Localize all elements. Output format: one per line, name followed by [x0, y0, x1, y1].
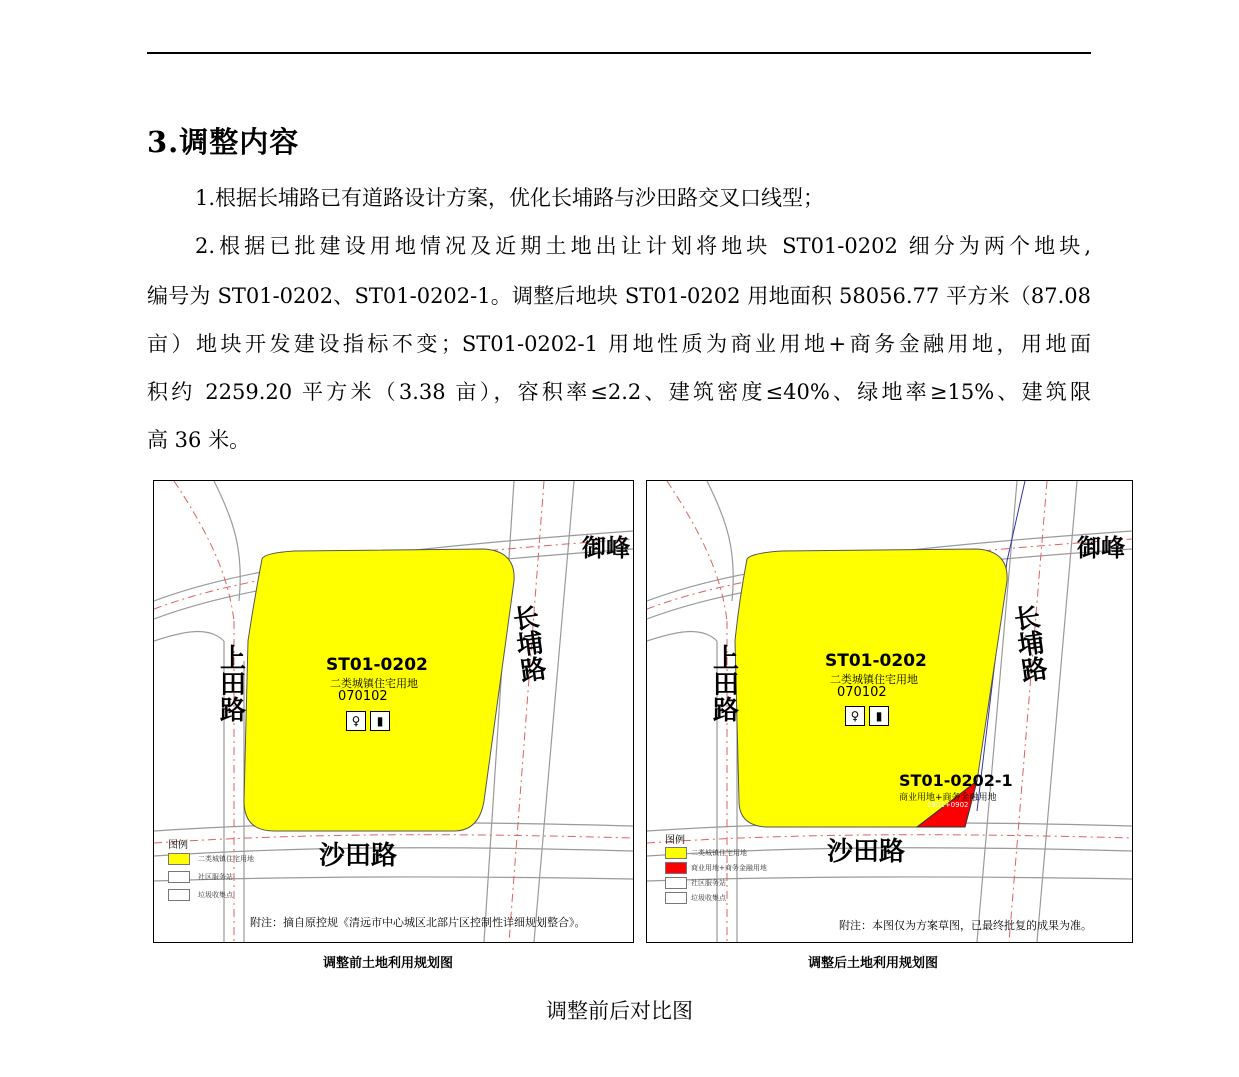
road-label-shatian: 沙田路	[319, 841, 398, 871]
paragraph-2-line-2: 编号为 ST01-0202、ST01-0202-1。调整后地块 ST01-0202 用地面积 58056.77 平方米（87.08	[147, 284, 1091, 308]
legend-swatch-residential	[665, 847, 687, 859]
map-before-caption: 调整前土地利用规划图	[323, 956, 454, 971]
parcel-use: 二类城镇住宅用地	[830, 673, 918, 686]
parcel-number: 070102	[338, 689, 388, 704]
map-after-caption: 调整后土地利用规划图	[808, 956, 939, 971]
road-label-yufeng: 御峰	[582, 534, 630, 562]
legend-swatch-residential	[168, 853, 190, 865]
paragraph-2-line-4: 积约 2259.20 平方米（3.38 亩），容积率≤2.2、建筑密度≤40%、绿地率≥15%、建筑限	[147, 380, 1091, 404]
header-rule	[147, 52, 1091, 54]
new-parcel-code: ST01-0202-1	[899, 771, 1013, 790]
road-label-changbu: 长埔路	[1012, 602, 1050, 688]
toilet-icon: ♀	[845, 706, 865, 726]
legend-swatch-commercial	[665, 862, 687, 874]
map-note: 附注：本图仅为方案草图，已最终批复的成果为准。	[839, 919, 1092, 932]
paragraph-1: 1.根据长埔路已有道路设计方案，优化长埔路与沙田路交叉口线型；	[195, 186, 825, 210]
legend-text-service: 社区服务站	[691, 879, 726, 887]
road-label-shangtian: 上田路	[219, 644, 246, 726]
parcel-code: ST01-0202	[825, 651, 927, 671]
parcel-number: 070102	[837, 685, 887, 700]
road-label-shatian: 沙田路	[827, 837, 906, 867]
legend-text-service: 社区服务站	[198, 873, 233, 881]
paragraph-2-line-3: 亩）地块开发建设指标不变；ST01-0202-1 用地性质为商业用地+商务金融用地，用地面	[147, 332, 1091, 356]
section-heading: 3.调整内容	[147, 125, 300, 159]
legend-text-waste: 垃圾收集点	[198, 891, 233, 899]
legend-swatch-service	[665, 877, 687, 889]
trash-icon: ▮	[370, 711, 390, 731]
trash-icon: ▮	[869, 706, 889, 726]
parcel-code: ST01-0202	[326, 655, 428, 675]
paragraph-2-line-1: 2.根据已批建设用地情况及近期土地出让计划将地块 ST01-0202 细分为两个地块,	[195, 234, 1091, 258]
legend-text-residential: 二类城镇住宅用地	[691, 849, 747, 857]
paragraph-2-line-5: 高 36 米。	[147, 428, 251, 452]
new-parcel-use: 商业用地+商务金融用地	[899, 793, 997, 803]
new-parcel-number: 0901+0902	[927, 801, 969, 809]
map-note: 附注：摘自原控规《清远市中心城区北部片区控制性详细规划整合》。	[250, 916, 586, 929]
legend-swatch-service	[168, 871, 190, 883]
road-label-yufeng: 御峰	[1077, 534, 1125, 562]
road-label-shangtian: 上田路	[712, 644, 739, 726]
legend-text-residential: 二类城镇住宅用地	[198, 855, 254, 863]
road-label-changbu: 长埔路	[511, 602, 549, 688]
toilet-icon: ♀	[346, 711, 366, 731]
map-after	[646, 480, 1133, 943]
legend-text-waste: 垃圾收集点	[691, 894, 726, 902]
legend-title: 图例	[168, 840, 188, 851]
legend-text-commercial: 商业用地+商务金融用地	[691, 864, 767, 872]
figure-caption: 调整前后对比图	[546, 999, 693, 1023]
parcel-use: 二类城镇住宅用地	[330, 677, 418, 690]
map-before	[153, 480, 634, 943]
legend-swatch-waste	[168, 889, 190, 901]
legend-swatch-waste	[665, 892, 687, 904]
legend-title: 图例	[665, 835, 685, 846]
